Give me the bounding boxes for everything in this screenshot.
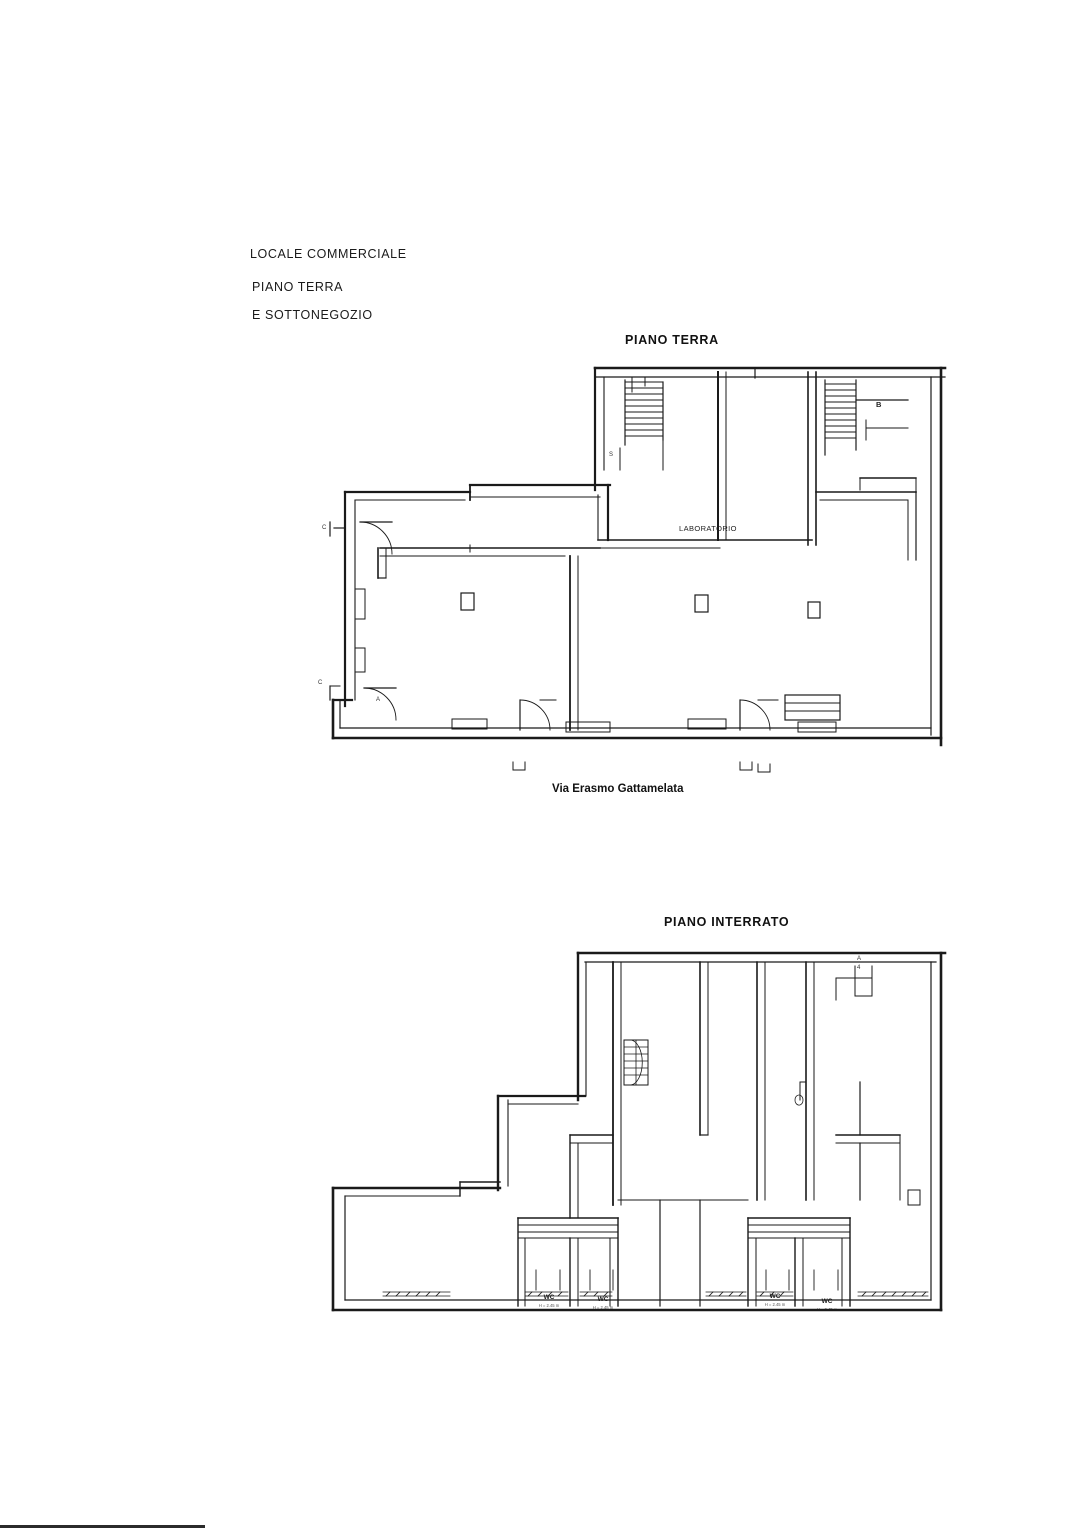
wc-height-4: H = 2.45 m [816, 1307, 838, 1312]
tiny-label-c-upper: C [322, 525, 327, 531]
tiny-label-a: A [376, 697, 381, 703]
tiny-label-a-basement: A [857, 956, 862, 962]
wc-height-3: H = 2.45 m [764, 1302, 786, 1307]
header-line-2: PIANO TERRA [252, 280, 344, 294]
room-label-laboratorio: LABORATORIO [679, 524, 737, 533]
wc-height-1: H = 2.45 m [538, 1303, 560, 1308]
tiny-label-s: S [609, 452, 614, 458]
wc-label-1: WC [543, 1294, 555, 1301]
tiny-label-4-basement: 4 [857, 965, 861, 971]
tiny-label-c-lower: C [318, 680, 323, 686]
header-line-1: LOCALE COMMERCIALE [250, 247, 407, 261]
header-line-3: E SOTTONEGOZIO [252, 308, 373, 322]
plan-title-piano-terra: PIANO TERRA [625, 333, 719, 347]
wc-label-4: WC [821, 1298, 833, 1305]
page-bottom-rule [0, 1525, 205, 1528]
plan-piano-interrato-geometry [333, 953, 945, 1310]
wc-label-2: WC [597, 1296, 609, 1303]
plan-title-piano-interrato: PIANO INTERRATO [664, 915, 790, 929]
wc-label-3: WC [769, 1293, 781, 1300]
street-label-via-erasmo-gattamelata: Via Erasmo Gattamelata [552, 783, 684, 795]
room-label-b: B [876, 400, 882, 409]
wc-height-2: H = 2.45 m [592, 1305, 614, 1310]
plan-piano-terra-geometry [330, 368, 945, 772]
